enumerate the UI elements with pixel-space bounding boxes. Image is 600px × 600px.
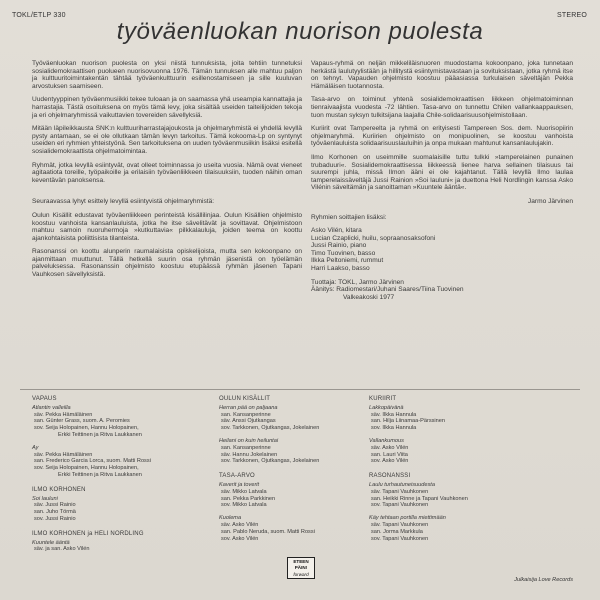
song-title: Ay [32, 444, 39, 451]
spacer [32, 479, 202, 487]
paragraph: Mitään läpileikkausta SNK:n kulttuuriharrastajajoukosta ja ohjelmaryhmistä ei yhdellä levyllä pysty antamaan, se ei ole ollutkaan tämän levyn tarkoitus. Tämä kokooma-Lp on syntynyt useiden eri ryhmien yhteistyönä. Sen tarkoituksena on uuden työväenmusiikin lisäksi esitellä sosialidemokraattista ohjelmatoimintaa. [32, 125, 302, 155]
song-title: Kuolema [219, 515, 242, 522]
logo-line: PÄIN! [294, 565, 308, 571]
paragraph: Uudentyyppinen työväenmusiikki tekee tuloaan ja on saamassa yhä useampia kannattajia ja harrastajia. Tästä osoituksena on myös tämä levy, joka sisältää useiden taiteilijoiden tekoja ja eri ohjelmaryhmissä vaikuttavien tovereiden sävellyksiä. [32, 96, 302, 119]
song-title: Laulu turhautuneisuudesta [369, 481, 435, 488]
song-title: Käy tehtaan portilla miettimään [369, 515, 446, 522]
song-credit: säv. Asko Vilén [221, 521, 259, 528]
song-title: Kaverit ja toverit [219, 481, 260, 488]
song-credit: säv. Mikko Latvala [221, 488, 267, 495]
song-credit: säv. Hannu Jokelainen [221, 451, 278, 458]
song-credit: sov. Seija Holopainen, Hannu Holopainen, [34, 425, 139, 432]
song-credit: säv. ja san. Asko Vilén [34, 546, 90, 553]
paragraph: Ilmo Korhonen on useimmille suomalaisille tuttu tulkki »tamperelainen punainen trubaduuri«. Sosialidemokraattisessa liikkeessä lienee harva sellainen tilaisuus tai suurempi juhla, missä Ilmon ääni ei ole kajahtanut. Tällä levyllä Ilmo laulaa tamperelaissäveltäjä Jussi Rainion »Soi lauluni« ja duettona Heli Nordlingin kanssa Asko Vilénin säveltämän ja sanoittaman »Kuuntele ääntä«. [311, 153, 573, 192]
publisher: Julkaisija Love Records [514, 577, 573, 583]
song-credit: sov. Mikko Latvala [221, 502, 267, 509]
song-credit: san. Pekka Parkkinen [221, 495, 276, 502]
player-item: Ilkka Peltoniemi, rummut [311, 257, 384, 265]
song-title: Soi lauluni [32, 495, 58, 502]
paragraph: Tasa-arvo on toiminut yhtenä sosialidemokraattisen liikkeen ohjelmatoiminnan tienraivaajista vuodesta -72 lähtien. Tasa-arvo on tunnettu Chilen vallankaappauksen, tuon mustan syksyn tulkitsijana laajalla Chile-solidaarisuusohjelmistollaan. [311, 96, 573, 119]
producer-credit: Tuottaja: TOKL, Jarmo Järvinen [311, 278, 404, 286]
song-credit: sov. Seija Holopainen, Hannu Holopainen, [34, 465, 139, 472]
song-credit: säv. Tapani Vauhkonen [371, 488, 429, 495]
paragraph: Kuriirit ovat Tampereelta ja ryhmä on erityisesti Tampereen Sos. dem. Nuorisopiirin ohjelmaryhmä. Kuriirien ohjelmisto on monipuolinen, se koostuu vanhoista työväenlauluista solidaarisuuslauluihin ja onpa mukaan mahtunut kansanlaulujakin. [311, 125, 573, 148]
song-credit: san. Hilja Liinamaa-Pärssinen [371, 418, 445, 425]
song-credit: san. Heikki Rinne ja Tapani Vauhkonen [371, 495, 468, 502]
paragraph: Vapaus-ryhmä on neljän mikkeliläisnuoren muodostama kokoonpano, joka tunnetaan herkästä laulutyylistään ja hillitystä esiintymistavastaan ja sovituksistaan, jotka ryhmä itse on tehnyt. Vapauden ohjelmisto koostuu pääasiassa turkulaisen säveltäjän Pekka Hämäläisen tuotannosta. [311, 60, 573, 90]
catalog-number: TOKL/ETLP 330 [12, 12, 66, 19]
song-title: Heilani on kuin heiluntai [219, 437, 279, 444]
player-item: Lucian Czaplicki, huilu, sopraanosaksofoni [311, 234, 436, 242]
player-item: Asko Vilén, kitara [311, 227, 362, 235]
recording-credit: Äänitys: Radiomestari/Juhani Saares/Tiina Tuovinen [311, 286, 464, 294]
song-credit: sov. Asko Vilén [371, 458, 409, 465]
group-name: TASA-ARVO [219, 473, 255, 480]
song-credit: säv. Tapani Vauhkonen [371, 521, 429, 528]
group-name: ILMO KORHONEN ja HELI NORDLING [32, 530, 144, 537]
song-credit: sov. Tarkkonen, Ojutkangas, Jokelainen [221, 458, 320, 465]
paragraph: Ryhmät, jotka levyllä esiintyvät, ovat olleet toiminnassa jo useita vuosia. Nämä ovat vieneet agitaatiota toreille, työpaikoille ja erilaisiin työväenliikkeen tilaisuuksiin, tuoden näihin oman keventävän panoksensa. [32, 161, 302, 184]
song-credit: san. Juho Törmä [34, 509, 76, 516]
song-credit: säv. Asko Vilén [371, 444, 409, 451]
song-credit: sov. Tarkkonen, Ojutkangas, Jokelainen [221, 425, 320, 432]
spacer [219, 465, 369, 473]
song-credit: san. Kansanperinne [221, 411, 271, 418]
song-credit: san. Jorma Markkula [371, 528, 423, 535]
tracklist-col-2 [219, 396, 369, 542]
logo-line: forward [293, 571, 309, 577]
group-name: KURIIRIT [369, 396, 397, 402]
song-credit: Erkki Teittinen ja Ritva Laukkanen [58, 471, 142, 478]
song-credit: säv. Anssi Ojutkangas [221, 418, 276, 425]
song-credit: Erkki Teittinen ja Ritva Laukkanen [58, 431, 142, 438]
players-title: Ryhmien soittajien lisäksi: [311, 213, 387, 221]
player-item: Harri Laakso, basso [311, 265, 370, 273]
song-credit: sov. Jussi Rainio [34, 515, 76, 522]
song-credit: san. Kansanperinne [221, 444, 271, 451]
player-item: Timo Tuovinen, basso [311, 249, 376, 257]
eteen-pain-logo [287, 557, 315, 579]
group-name: ILMO KORHONEN [32, 486, 86, 493]
song-title: Atlantin valleilla [32, 404, 71, 411]
song-title: Lakkopäivänä [369, 404, 404, 411]
song-title: Herran pää on paljaana [219, 404, 278, 411]
tracklist-col-3 [369, 396, 569, 542]
song-title: Vallankumous [369, 437, 404, 444]
paragraph: Oulun Kisällit edustavat työväenliikkeen perinteistä kisällilinjaa. Oulun Kisällien ohjelmisto koostuu vanhoista kansanlauluista, jotka he itse sävelitävät ja sovittavat. Ohjelmistoon mahtuu samoin nuoruhermoja »kutkuttavia« pilkkalauluja, joiden teema on koottu ajankohtaisista poliittisista tilanteista. [32, 211, 302, 242]
song-credit: sov. Tapani Vauhkonen [371, 502, 429, 509]
song-credit: sov. Asko Vilén [221, 535, 259, 542]
song-credit: säv. Pekka Hämäläinen [34, 411, 93, 418]
album-title: työväenluokan nuorison puolesta [116, 18, 484, 45]
song-credit: säv. Pekka Hämäläinen [34, 451, 93, 458]
paragraph: Työväenluokan nuorison puolesta on yksi niistä tunnuksista, joita tehtiin tunnetuksi sosialidemokraattisen puolueen nuorisovuonna 1976. Tämän tunnuksen alle mahtuu paljon ja kulttuuritoimintakentän tähtää työväenkulttuurin esillenostamiseen ja sille kuuluvan arvostuksen saamiseen. [32, 60, 302, 90]
liner-notes-right [311, 60, 573, 301]
song-credit: san. Lauri Viita [371, 451, 408, 458]
song-credit: san. Pablo Neruda, suom. Matti Rossi [221, 528, 315, 535]
song-credit: san. Günter Grass, suom. A. Peromies [34, 418, 130, 425]
logo-line: ETEEN [293, 559, 309, 564]
song-credit: san. Frederico Garcia Lorca, suom. Matti Rossi [34, 458, 151, 465]
song-credit: säv. Jussi Rainio [34, 502, 76, 509]
song-credit: sov. Ilkka Hannula [371, 425, 417, 432]
group-name: VAPAUS [32, 396, 57, 402]
divider [20, 389, 580, 390]
paragraph: Rasonanssi on koottu alunperin raumalaisista opiskelijoista, mutta sen kokoonpano on ajanmittaan muuttunut. Tällä hetkellä suurin osa ryhmän jäsenistä on työelämän palveluksessa. Rasonanssin ohjelmisto koostuu etupäässä ryhmän jäsenen Tapani Vauhkosen sävellyksistä. [32, 248, 302, 279]
spacer [32, 523, 202, 531]
player-item: Jussi Rainio, piano [311, 242, 367, 250]
song-credit: sov. Tapani Vauhkonen [371, 535, 429, 542]
song-credit: säv. Ilkka Hannula [371, 411, 417, 418]
recording-place: Valkeakoski 1977 [343, 293, 395, 301]
group-name: OULUN KISÄLLIT [219, 396, 271, 402]
stereo-label: STEREO [557, 12, 587, 19]
spacer [369, 465, 569, 473]
song-title: Kuuntele ääntä [32, 539, 70, 546]
signature: Jarmo Järvinen [527, 197, 573, 205]
liner-notes-left [32, 60, 302, 285]
paragraph: Seuraavassa lyhyt esittely levyllä esiintyvistä ohjelmaryhmistä: [32, 198, 215, 206]
group-name: RASONANSSI [369, 473, 411, 480]
tracklist-col-1 [32, 396, 202, 553]
